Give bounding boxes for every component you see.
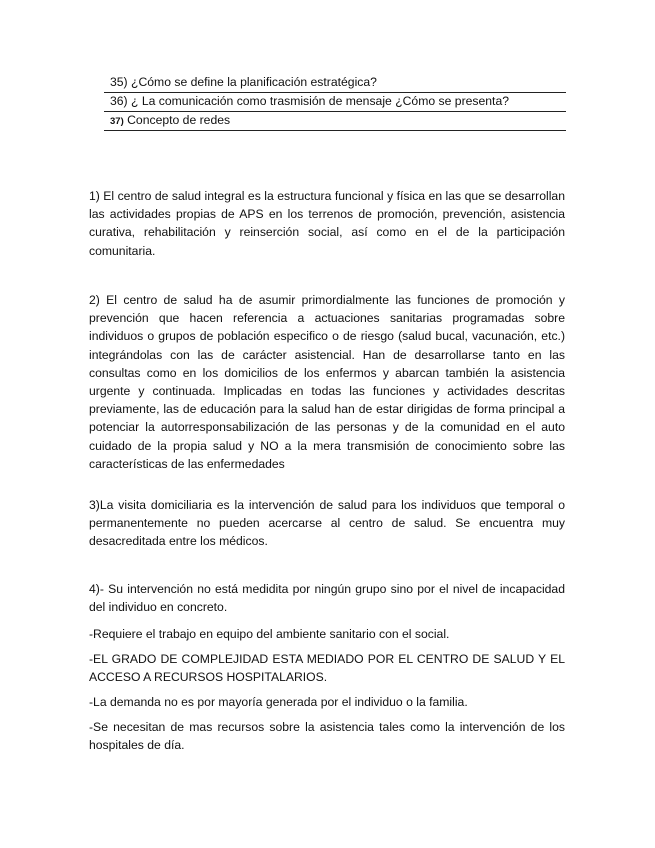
- answer-4-paragraph: 4)- Su intervención no está medidita por ningún grupo sino por el nivel de incapacidad del individuo en concreto.: [89, 582, 565, 615]
- questions-table: [104, 74, 566, 131]
- answer-4-point: -Requiere el trabajo en equipo del ambiente sanitario con el social.: [89, 627, 450, 641]
- question-row: [104, 93, 566, 112]
- answer-1-paragraph: 1) El centro de salud integral es la estructura funcional y física en las que se desarrollan las actividades propias de APS en los terrenos de promoción, prevención, asistencia curativa, rehabilitación y reinserción social, así como en el de la participación comunitaria.: [89, 189, 565, 258]
- question-text: ¿ La comunicación como trasmisión de mensaje ¿Cómo se presenta?: [127, 94, 509, 108]
- answer-4-point: -Se necesitan de mas recursos sobre la asistencia tales como la intervención de los hospitales de día.: [89, 720, 565, 753]
- question-row: [104, 74, 566, 93]
- question-number: 37): [110, 116, 124, 127]
- answer-3-paragraph: 3)La visita domiciliaria es la intervención de salud para los individuos que temporal o permanentemente no pueden acercarse al centro de salud. Se encuentra muy desacreditada entre los médicos.: [89, 498, 565, 549]
- question-number: 35): [110, 75, 128, 89]
- answer-4-point: -La demanda no es por mayoría generada por el individuo o la familia.: [89, 695, 468, 709]
- answer-4-point: -EL GRADO DE COMPLEJIDAD ESTA MEDIADO POR EL CENTRO DE SALUD Y EL ACCESO A RECURSOS HOSPITALARIOS.: [89, 652, 565, 685]
- question-row: [104, 112, 566, 131]
- question-text: Concepto de redes: [123, 113, 231, 127]
- question-text: ¿Cómo se define la planificación estratégica?: [127, 75, 377, 89]
- answer-2-paragraph: 2) El centro de salud ha de asumir primordialmente las funciones de promoción y prevención que hacen referencia a actuaciones sanitarias programadas sobre individuos o grupos de población especifico o de riesgo (salud bucal, vacunación, etc.) integrándolas con las de carácter asistencial. Han de desarrollarse tanto en las consultas como en los domicilios de los enfermos y abarcan también la asistencia urgente y continuada. Implicadas en todas las funciones y actividades descritas previamente, las de educación para la salud han de estar dirigidas de forma principal a potenciar la autorresponsabilización de las personas y de la comunidad en el auto cuidado de la propia salud y NO a la mera transmisión de conocimiento sobre las características de las enfermedades: [89, 293, 565, 471]
- question-number: 36): [110, 94, 128, 108]
